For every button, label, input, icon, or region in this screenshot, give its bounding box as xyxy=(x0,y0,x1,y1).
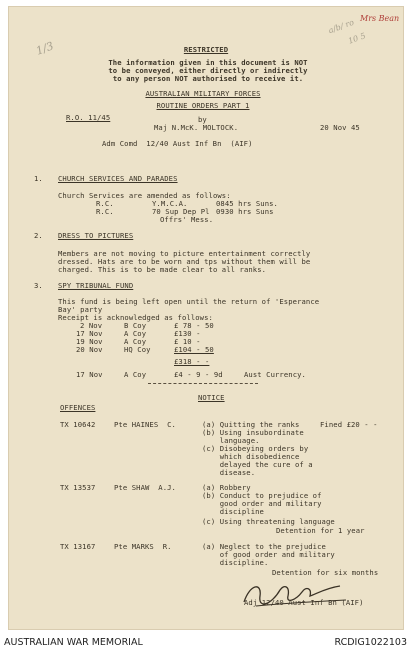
offence-1-award: Fined £20 - - xyxy=(320,420,378,429)
offence-1-name: Pte HAINES C. xyxy=(114,420,176,429)
service-row-1-time: 0845 hrs Suns. xyxy=(216,199,278,208)
receipt-row-1-date: 2 Nov xyxy=(80,321,103,330)
offence-3-item-a2: of good order and military xyxy=(202,550,335,559)
divider-dashes xyxy=(148,383,258,384)
section-3-heading: SPY TRIBUNAL FUND xyxy=(58,281,134,290)
offence-2-item-b: (b) Conduct to prejudice of xyxy=(202,491,322,500)
offence-1-item-b2: language. xyxy=(202,436,260,445)
orders-title: ROUTINE ORDERS PART 1 xyxy=(156,101,250,110)
section-3-line-3: Receipt is acknowledged as follows: xyxy=(58,313,213,322)
security-notice-line-1: The information given in this document is NOT xyxy=(108,58,308,67)
footer-source: AUSTRALIAN WAR MEMORIAL xyxy=(4,637,143,648)
receipt-row-2-date: 17 Nov xyxy=(76,329,103,338)
ro-number: R.O. 11/45 xyxy=(66,113,111,122)
notice-title: NOTICE xyxy=(198,393,225,402)
document-page xyxy=(8,6,404,630)
footer-id: RCDIG1022103 xyxy=(334,637,407,648)
receipt-row-2-amount: £130 - xyxy=(174,329,201,338)
security-notice-line-2: to be conveyed, either directly or indirectly xyxy=(108,66,308,75)
offence-1-item-a: (a) Quitting the ranks xyxy=(202,420,300,429)
offence-1-item-c4: disease. xyxy=(202,468,256,477)
section-2-line-1: Members are not moving to picture entertainment correctly xyxy=(58,249,311,258)
offence-2-item-c: (c) Using threatening language xyxy=(202,517,335,526)
receipt-total: £318 - - xyxy=(174,357,210,366)
offence-3-award: Detention for six months xyxy=(272,568,379,577)
section-3-number: 3. xyxy=(34,281,43,290)
issuing-officer: Maj N.McK. MOLTOCK. xyxy=(154,123,239,132)
section-2-line-3: charged. This is to be made clear to all ranks. xyxy=(58,265,267,274)
offence-1-item-b: (b) Using insubordinate xyxy=(202,428,304,437)
section-2-heading: DRESS TO PICTURES xyxy=(58,231,134,240)
offence-2-item-b2: good order and military xyxy=(202,499,322,508)
offences-label: OFFENCES xyxy=(60,403,96,412)
section-2-number: 2. xyxy=(34,231,43,240)
offence-3-name: Pte MARKS R. xyxy=(114,542,172,551)
section-3-line-2: Bay' party xyxy=(58,305,103,314)
offence-2-item-b3: discipline xyxy=(202,507,264,516)
receipt-row-1-coy: B Coy xyxy=(124,321,147,330)
receipt-row-3-amount: £ 10 - xyxy=(174,337,201,346)
service-row-2-denom: R.C. xyxy=(96,207,114,216)
receipt-row-2-coy: A Coy xyxy=(124,329,147,338)
extra-receipt-date: 17 Nov xyxy=(76,370,103,379)
offence-1-item-c2: which disobedience xyxy=(202,452,300,461)
section-1-heading: CHURCH SERVICES AND PARADES xyxy=(58,174,178,183)
offence-2-name: Pte SHAW A.J. xyxy=(114,483,176,492)
security-notice-line-3: to any person NOT authorised to receive it. xyxy=(112,74,304,83)
receipt-row-4-date: 20 Nov xyxy=(76,345,103,354)
service-row-1-place: Y.M.C.A. xyxy=(152,199,188,208)
offence-1-item-c3: delayed the cure of a xyxy=(202,460,313,469)
signoff-line: Adj 12/40 Aust Inf Bn (AIF) xyxy=(244,598,364,607)
service-row-1-denom: R.C. xyxy=(96,199,114,208)
receipt-row-3-coy: A Coy xyxy=(124,337,147,346)
offence-3-item-a: (a) Neglect to the prejudice xyxy=(202,542,326,551)
pencil-note-left: 1/3 xyxy=(34,39,56,58)
service-row-2-place: 70 Sup Dep Pl xyxy=(152,207,210,216)
offence-1-item-c: (c) Disobeying orders by xyxy=(202,444,309,453)
pencil-note-top-right-2: 10 5 xyxy=(346,31,367,46)
section-1-intro: Church Services are amended as follows: xyxy=(58,191,231,200)
receipt-row-4-coy: HQ Coy xyxy=(124,345,151,354)
receipt-row-4-amount: £104 - 50 xyxy=(174,345,214,354)
extra-receipt-note: Aust Currency. xyxy=(244,370,306,379)
extra-receipt-coy: A Coy xyxy=(124,370,147,379)
classification-heading: RESTRICTED xyxy=(183,45,229,54)
offence-2-award: Detention for 1 year xyxy=(276,526,365,535)
section-3-line-1: This fund is being left open until the return of 'Esperance xyxy=(58,297,320,306)
red-handwritten-note: Mrs Bean xyxy=(360,14,400,23)
receipt-row-3-date: 19 Nov xyxy=(76,337,103,346)
by-label: by xyxy=(198,115,207,124)
offence-3-item-a3: discipline. xyxy=(202,558,269,567)
force-title: AUSTRALIAN MILITARY FORCES xyxy=(145,89,261,98)
service-row-2-time: 0930 hrs Suns xyxy=(216,207,274,216)
pencil-note-top-right: a/b/ ro xyxy=(327,17,356,36)
extra-receipt-amount: £4 - 9 - 9d xyxy=(174,370,223,379)
offence-2-item-a: (a) Robbery xyxy=(202,483,251,492)
archive-footer xyxy=(0,630,411,654)
offence-2-number: TX 13537 xyxy=(60,483,96,492)
handwritten-signature xyxy=(236,574,356,614)
offence-3-number: TX 13167 xyxy=(60,542,96,551)
receipt-row-1-amount: £ 78 - 50 xyxy=(174,321,214,330)
section-1-number: 1. xyxy=(34,174,43,183)
date: 20 Nov 45 xyxy=(320,123,360,132)
service-row-3-place: Offrs' Mess. xyxy=(160,215,214,224)
section-2-line-2: dressed. Hats are to be worn and tps without them will be xyxy=(58,257,311,266)
unit-line: Adm Comd 12/40 Aust Inf Bn (AIF) xyxy=(102,139,253,148)
offence-1-number: TX 10642 xyxy=(60,420,96,429)
